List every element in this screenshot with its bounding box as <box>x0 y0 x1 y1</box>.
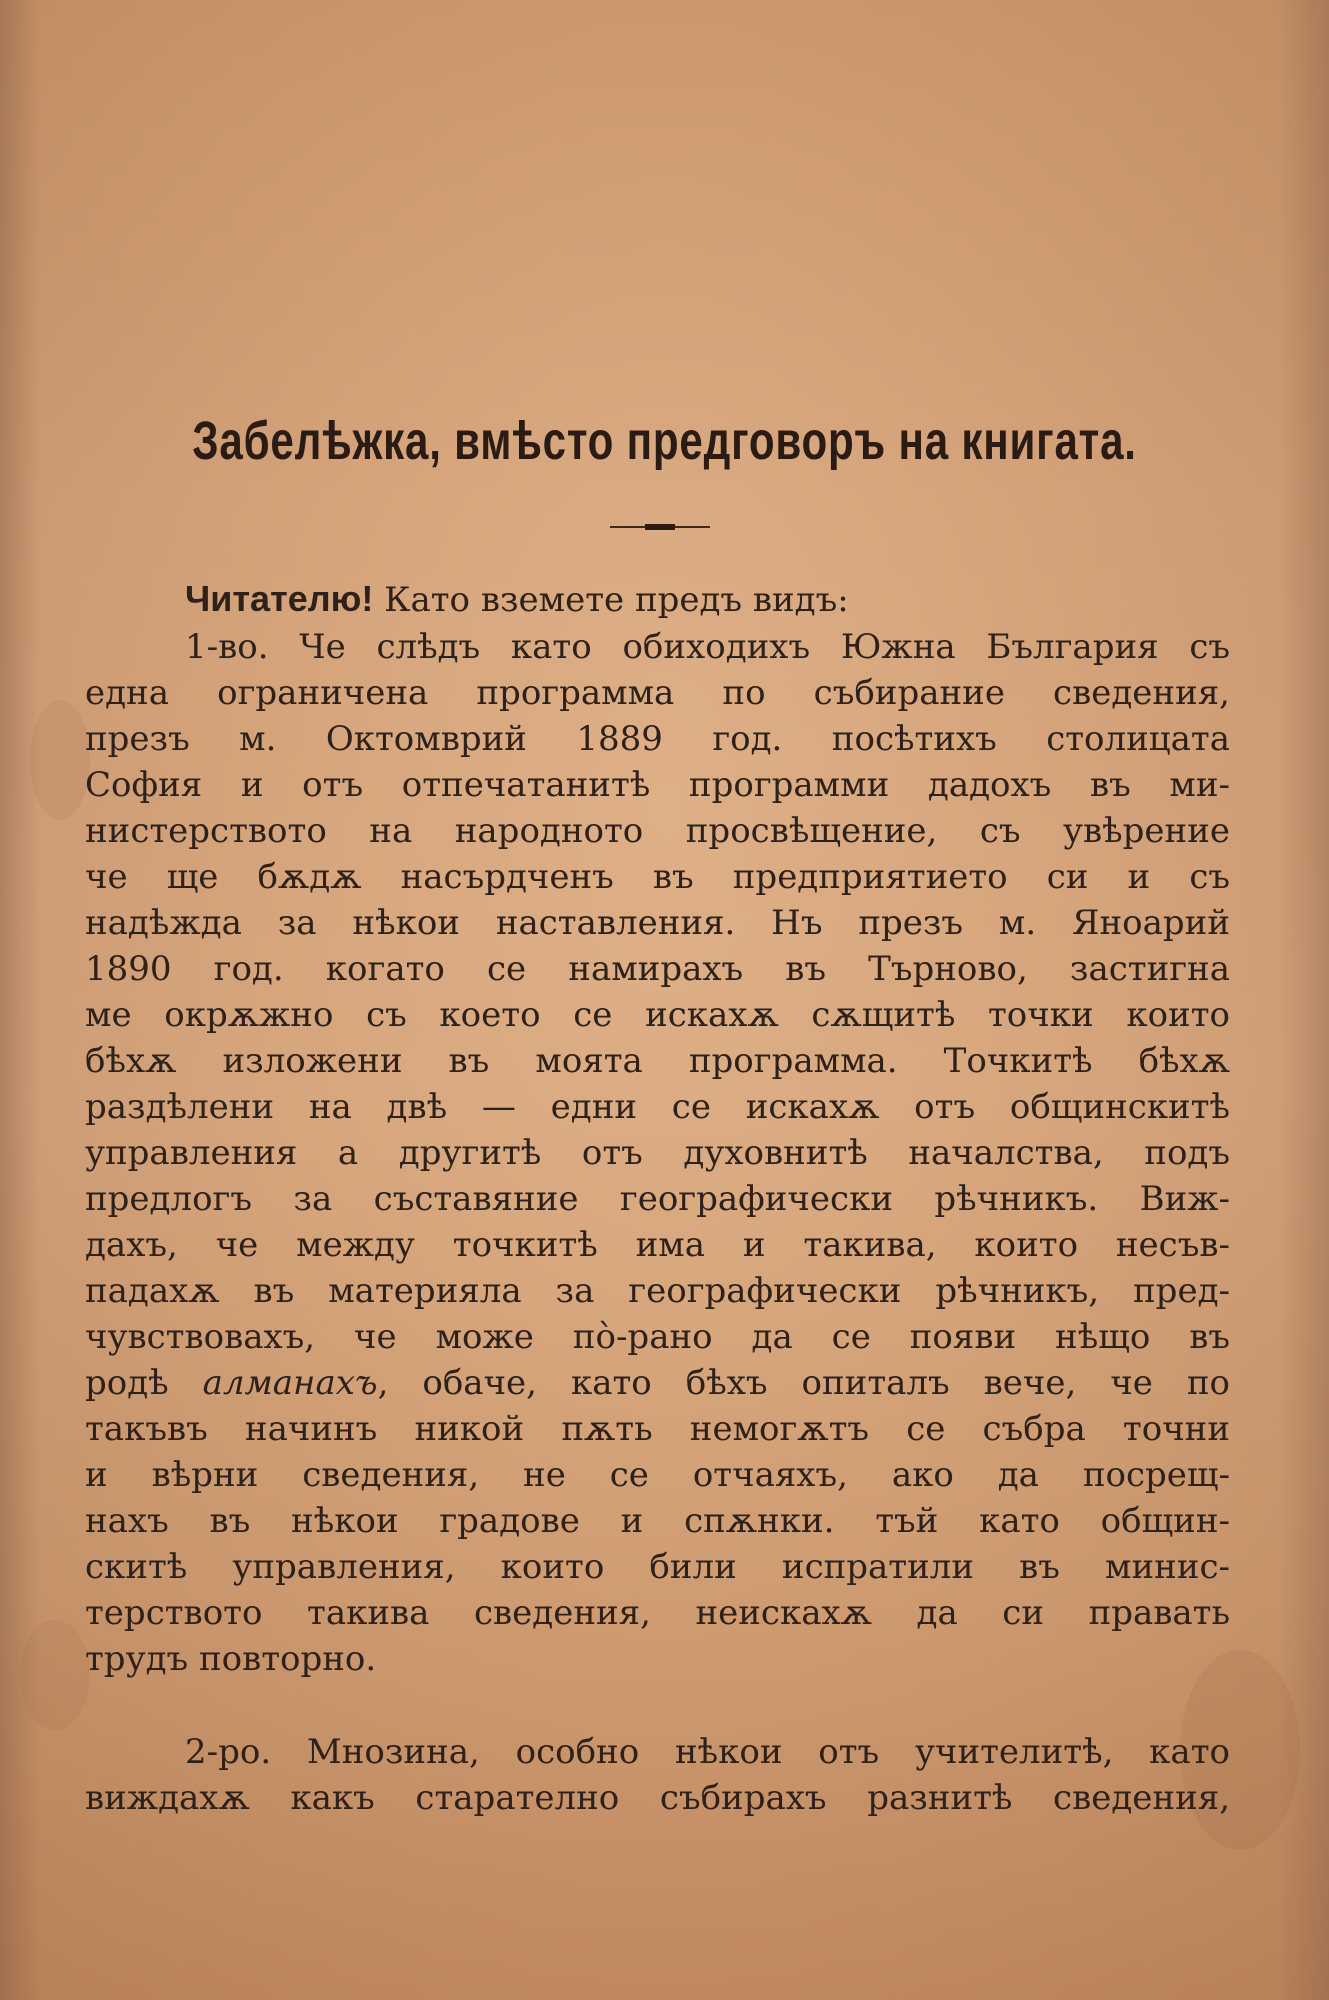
text-line: трудъ повторно. <box>85 1639 377 1679</box>
text-line: дахъ, че между точкитѣ има и такива, които несъв- <box>85 1225 1230 1265</box>
text-line: София и отъ отпечатанитѣ программи дадохъ въ ми- <box>85 765 1230 805</box>
text-line: 1-во. Че слѣдъ като обиходихъ Южна България съ <box>185 627 1230 667</box>
text-line: 1890 год. когато се намирахъ въ Търново, застигна <box>85 949 1230 989</box>
text-fragment: родѣ <box>85 1363 203 1403</box>
greeting-line <box>85 576 1230 622</box>
text-line: надѣжда за нѣкои наставления. Нъ презъ м. Яноарий <box>85 903 1230 943</box>
text-line: бѣхѫ изложени въ моята программа. Точкитѣ бѣхѫ <box>85 1041 1230 1081</box>
text-fragment: , обаче, като бѣхъ опиталъ вече, че по <box>377 1363 1230 1403</box>
text-line: нистерството на народното просвѣщение, съ увѣрение <box>85 811 1230 851</box>
text-line-with-italic <box>85 1360 1230 1406</box>
text-line: нахъ въ нѣкои градове и спѫнки. тъй като общин- <box>85 1501 1230 1541</box>
heading-ornament-rule <box>610 521 710 533</box>
text-line: терството такива сведения, неискахѫ да си правать <box>85 1593 1230 1633</box>
paragraph-1 <box>85 624 1230 1682</box>
text-line: 2-ро. Мнозина, особно нѣкои отъ учителитѣ, като <box>185 1732 1230 1772</box>
text-line: чувствовахъ, че може по̀-рано да се появи нѣщо въ <box>85 1317 1230 1357</box>
text-line: такъвъ начинъ никой пѫть немогѫтъ се събра точни <box>85 1409 1230 1449</box>
text-line: раздѣлени на двѣ — едни се искахѫ отъ общинскитѣ <box>85 1087 1230 1127</box>
page-heading: Забелѣжка, вмѣсто предговоръ на книгата. <box>192 411 1137 471</box>
paper-stain <box>20 1620 90 1730</box>
text-line: предлогъ за съставяние географически рѣчникъ. Виж- <box>85 1179 1230 1219</box>
paragraph-2 <box>85 1729 1230 1821</box>
text-line: една ограничена программа по събирание сведения, <box>85 673 1230 713</box>
text-line: и вѣрни сведения, не се отчаяхъ, ако да посрещ- <box>85 1455 1230 1495</box>
text-line: управления а другитѣ отъ духовнитѣ началства, подъ <box>85 1133 1230 1173</box>
italic-word: алманахъ <box>202 1363 378 1403</box>
text-line: ме окрѫжно съ което се искахѫ сѫщитѣ точки които <box>85 995 1230 1035</box>
text-line: виждахѫ какъ старателно събирахъ разнитѣ сведения, <box>85 1778 1230 1818</box>
greeting-text-line <box>85 576 1230 622</box>
greeting-text: Като вземете предъ видъ: <box>384 580 849 620</box>
text-line: падахѫ въ материяла за географически рѣчникъ, пред- <box>85 1271 1230 1311</box>
text-line: че ще бѫдѫ насърдченъ въ предприятието си и съ <box>85 857 1230 897</box>
greeting-label: Читателю! <box>185 578 374 619</box>
text-line: презъ м. Октомврий 1889 год. посѣтихъ столицата <box>85 719 1230 759</box>
text-line: скитѣ управления, които били испратили въ минис- <box>85 1547 1230 1587</box>
paper-stain <box>30 700 90 820</box>
ornament-bar <box>645 524 675 530</box>
